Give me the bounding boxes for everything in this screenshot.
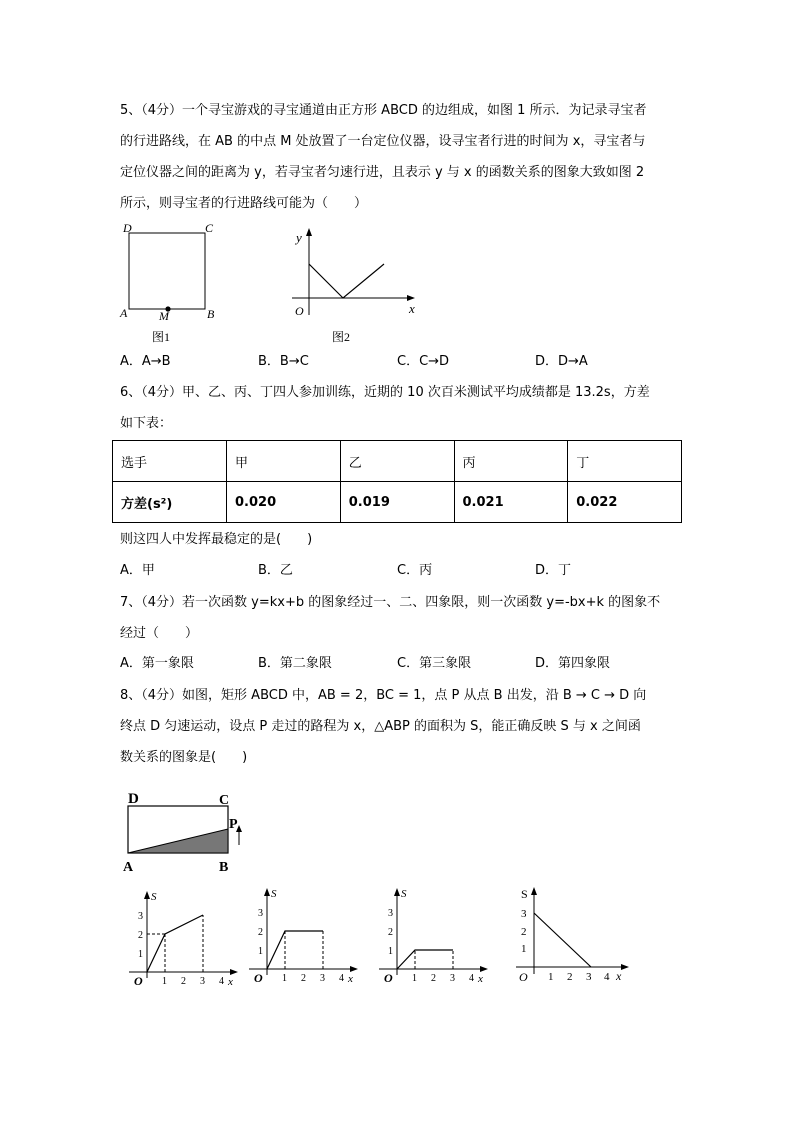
label-x: x (409, 301, 415, 316)
origin-label: O (519, 970, 528, 984)
variance-table (112, 440, 682, 523)
s-axis-arrow (264, 888, 270, 896)
q8-line-2: 终点 D 匀速运动，设点 P 走过的路程为 x，△ABP 的面积为 S，能正确反映 S 与 x 之间函 (120, 719, 641, 734)
label-d: D (123, 221, 132, 235)
label-p: P (229, 817, 238, 832)
tick-x-2: 2 (181, 976, 186, 987)
s-axis-arrow (144, 891, 150, 899)
value-jia: 0.020 (227, 482, 341, 523)
graph-line (267, 931, 323, 969)
x-axis-arrow (230, 969, 238, 975)
q7-option-b[interactable]: B．第二象限 (258, 656, 332, 671)
tick-x-3: 3 (320, 973, 325, 984)
tick-x-2: 2 (431, 973, 436, 984)
tick-x-3: 3 (450, 973, 455, 984)
header-player: 选手 (113, 441, 227, 482)
v-shaped-graph (309, 264, 384, 298)
tick-y-1: 1 (521, 943, 527, 955)
triangle-abp-shaded (128, 829, 228, 853)
q8-rectangle-figure (118, 785, 258, 877)
row-label-variance: 方差(s²) (113, 482, 227, 523)
tick-x-1: 1 (548, 971, 554, 983)
q8-line-1: 8、（4分）如图，矩形 ABCD 中，AB = 2，BC = 1，点 P 从点 B 出发，沿 B → C → D 向 (120, 688, 647, 703)
q5-figure-1 (118, 220, 228, 330)
x-label: x (228, 976, 233, 988)
tick-x-4: 4 (604, 971, 610, 983)
q7-option-d[interactable]: D．第四象限 (535, 656, 611, 671)
square-abcd (129, 233, 205, 309)
s-label: S (151, 891, 157, 903)
q6-option-c[interactable]: C．丙 (397, 563, 433, 578)
label-m: M (159, 309, 169, 323)
label-c: C (205, 221, 214, 235)
label-o: O (295, 304, 304, 318)
graph-line (147, 915, 203, 972)
header-yi: 乙 (340, 441, 454, 482)
label-a: A (120, 306, 128, 320)
x-axis-arrow (621, 964, 629, 970)
x-label: x (616, 969, 622, 983)
q6-option-d[interactable]: D．丁 (535, 563, 572, 578)
q5-line-3: 定位仪器之间的距离为 y，若寻宝者匀速行进，且表示 y 与 x 的函数关系的图象大致如图 2 (120, 165, 645, 180)
graph-option-b (245, 885, 365, 987)
s-label: S (271, 888, 277, 900)
fig2-caption: 图2 (332, 330, 351, 344)
s-label: S (401, 888, 407, 900)
q5-option-d[interactable]: D．D→A (535, 354, 588, 369)
value-bing: 0.021 (454, 482, 568, 523)
q7-line-2: 经过（ ） (120, 626, 199, 641)
table-header-row (113, 441, 682, 482)
tick-y-2: 2 (521, 926, 527, 938)
q5-option-c[interactable]: C．C→D (397, 354, 450, 369)
x-axis-arrow (350, 966, 358, 972)
q6-line-1: 6、（4分）甲、乙、丙、丁四人参加训练，近期的 10 次百米测试平均成绩都是 13.2s，方差 (120, 385, 650, 400)
label-a: A (123, 860, 134, 875)
tick-x-2: 2 (567, 971, 573, 983)
tick-y-3: 3 (138, 911, 143, 922)
tick-x-4: 4 (339, 973, 344, 984)
q5-option-a[interactable]: A．A→B (120, 354, 171, 369)
tick-x-1: 1 (412, 973, 417, 984)
q6-question: 则这四人中发挥最稳定的是( ) (120, 532, 313, 547)
tick-y-3: 3 (388, 908, 393, 919)
label-y: y (296, 230, 302, 245)
q5-line-2: 的行进路线，在 AB 的中点 M 处放置了一台定位仪器，设寻宝者行进的时间为 x，寻宝者与 (120, 134, 646, 149)
graph-line (397, 950, 453, 969)
fig1-caption: 图1 (152, 330, 171, 344)
x-label: x (348, 973, 353, 985)
value-ding: 0.022 (568, 482, 682, 523)
graph-option-a (125, 888, 245, 990)
y-axis-arrow (306, 228, 312, 236)
graph-option-d (512, 884, 637, 986)
origin-label: O (254, 971, 263, 985)
header-bing: 丙 (454, 441, 568, 482)
tick-x-1: 1 (282, 973, 287, 984)
s-label: S (521, 887, 528, 901)
header-jia: 甲 (227, 441, 341, 482)
value-yi: 0.019 (340, 482, 454, 523)
tick-y-2: 2 (258, 927, 263, 938)
q5-figure-2 (288, 222, 428, 322)
label-b: B (207, 307, 215, 321)
origin-label: O (384, 971, 393, 985)
q5-line-1: 5、（4分）一个寻宝游戏的寻宝通道由正方形 ABCD 的边组成，如图 1 所示．为记录寻宝者 (120, 103, 647, 118)
s-axis-arrow (531, 887, 537, 895)
q6-option-a[interactable]: A．甲 (120, 563, 155, 578)
label-c: C (219, 793, 230, 808)
q7-option-a[interactable]: A．第一象限 (120, 656, 194, 671)
tick-y-1: 1 (138, 949, 143, 960)
tick-y-1: 1 (388, 946, 393, 957)
tick-y-2: 2 (388, 927, 393, 938)
q6-line-2: 如下表： (120, 416, 173, 431)
label-d: D (128, 791, 139, 807)
tick-x-3: 3 (586, 971, 592, 983)
tick-x-4: 4 (469, 973, 474, 984)
q6-option-b[interactable]: B．乙 (258, 563, 293, 578)
graph-option-c (375, 885, 495, 987)
header-ding: 丁 (568, 441, 682, 482)
x-label: x (478, 973, 483, 985)
origin-label: O (134, 974, 143, 988)
tick-x-1: 1 (162, 976, 167, 987)
tick-y-2: 2 (138, 930, 143, 941)
x-axis-arrow (480, 966, 488, 972)
q8-line-3: 数关系的图象是( ) (120, 750, 248, 765)
s-axis-arrow (394, 888, 400, 896)
tick-y-3: 3 (258, 908, 263, 919)
tick-y-3: 3 (521, 908, 527, 920)
graph-line (534, 913, 591, 967)
tick-x-2: 2 (301, 973, 306, 984)
q5-line-4: 所示，则寻宝者的行进路线可能为（ ） (120, 196, 368, 211)
q7-line-1: 7、（4分）若一次函数 y=kx+b 的图象经过一、二、四象限，则一次函数 y=-bx+k 的图象不 (120, 595, 661, 610)
q7-option-c[interactable]: C．第三象限 (397, 656, 472, 671)
q5-option-b[interactable]: B．B→C (258, 354, 309, 369)
label-b: B (219, 860, 229, 875)
tick-x-4: 4 (219, 976, 224, 987)
table-row (113, 482, 682, 523)
tick-x-3: 3 (200, 976, 205, 987)
tick-y-1: 1 (258, 946, 263, 957)
